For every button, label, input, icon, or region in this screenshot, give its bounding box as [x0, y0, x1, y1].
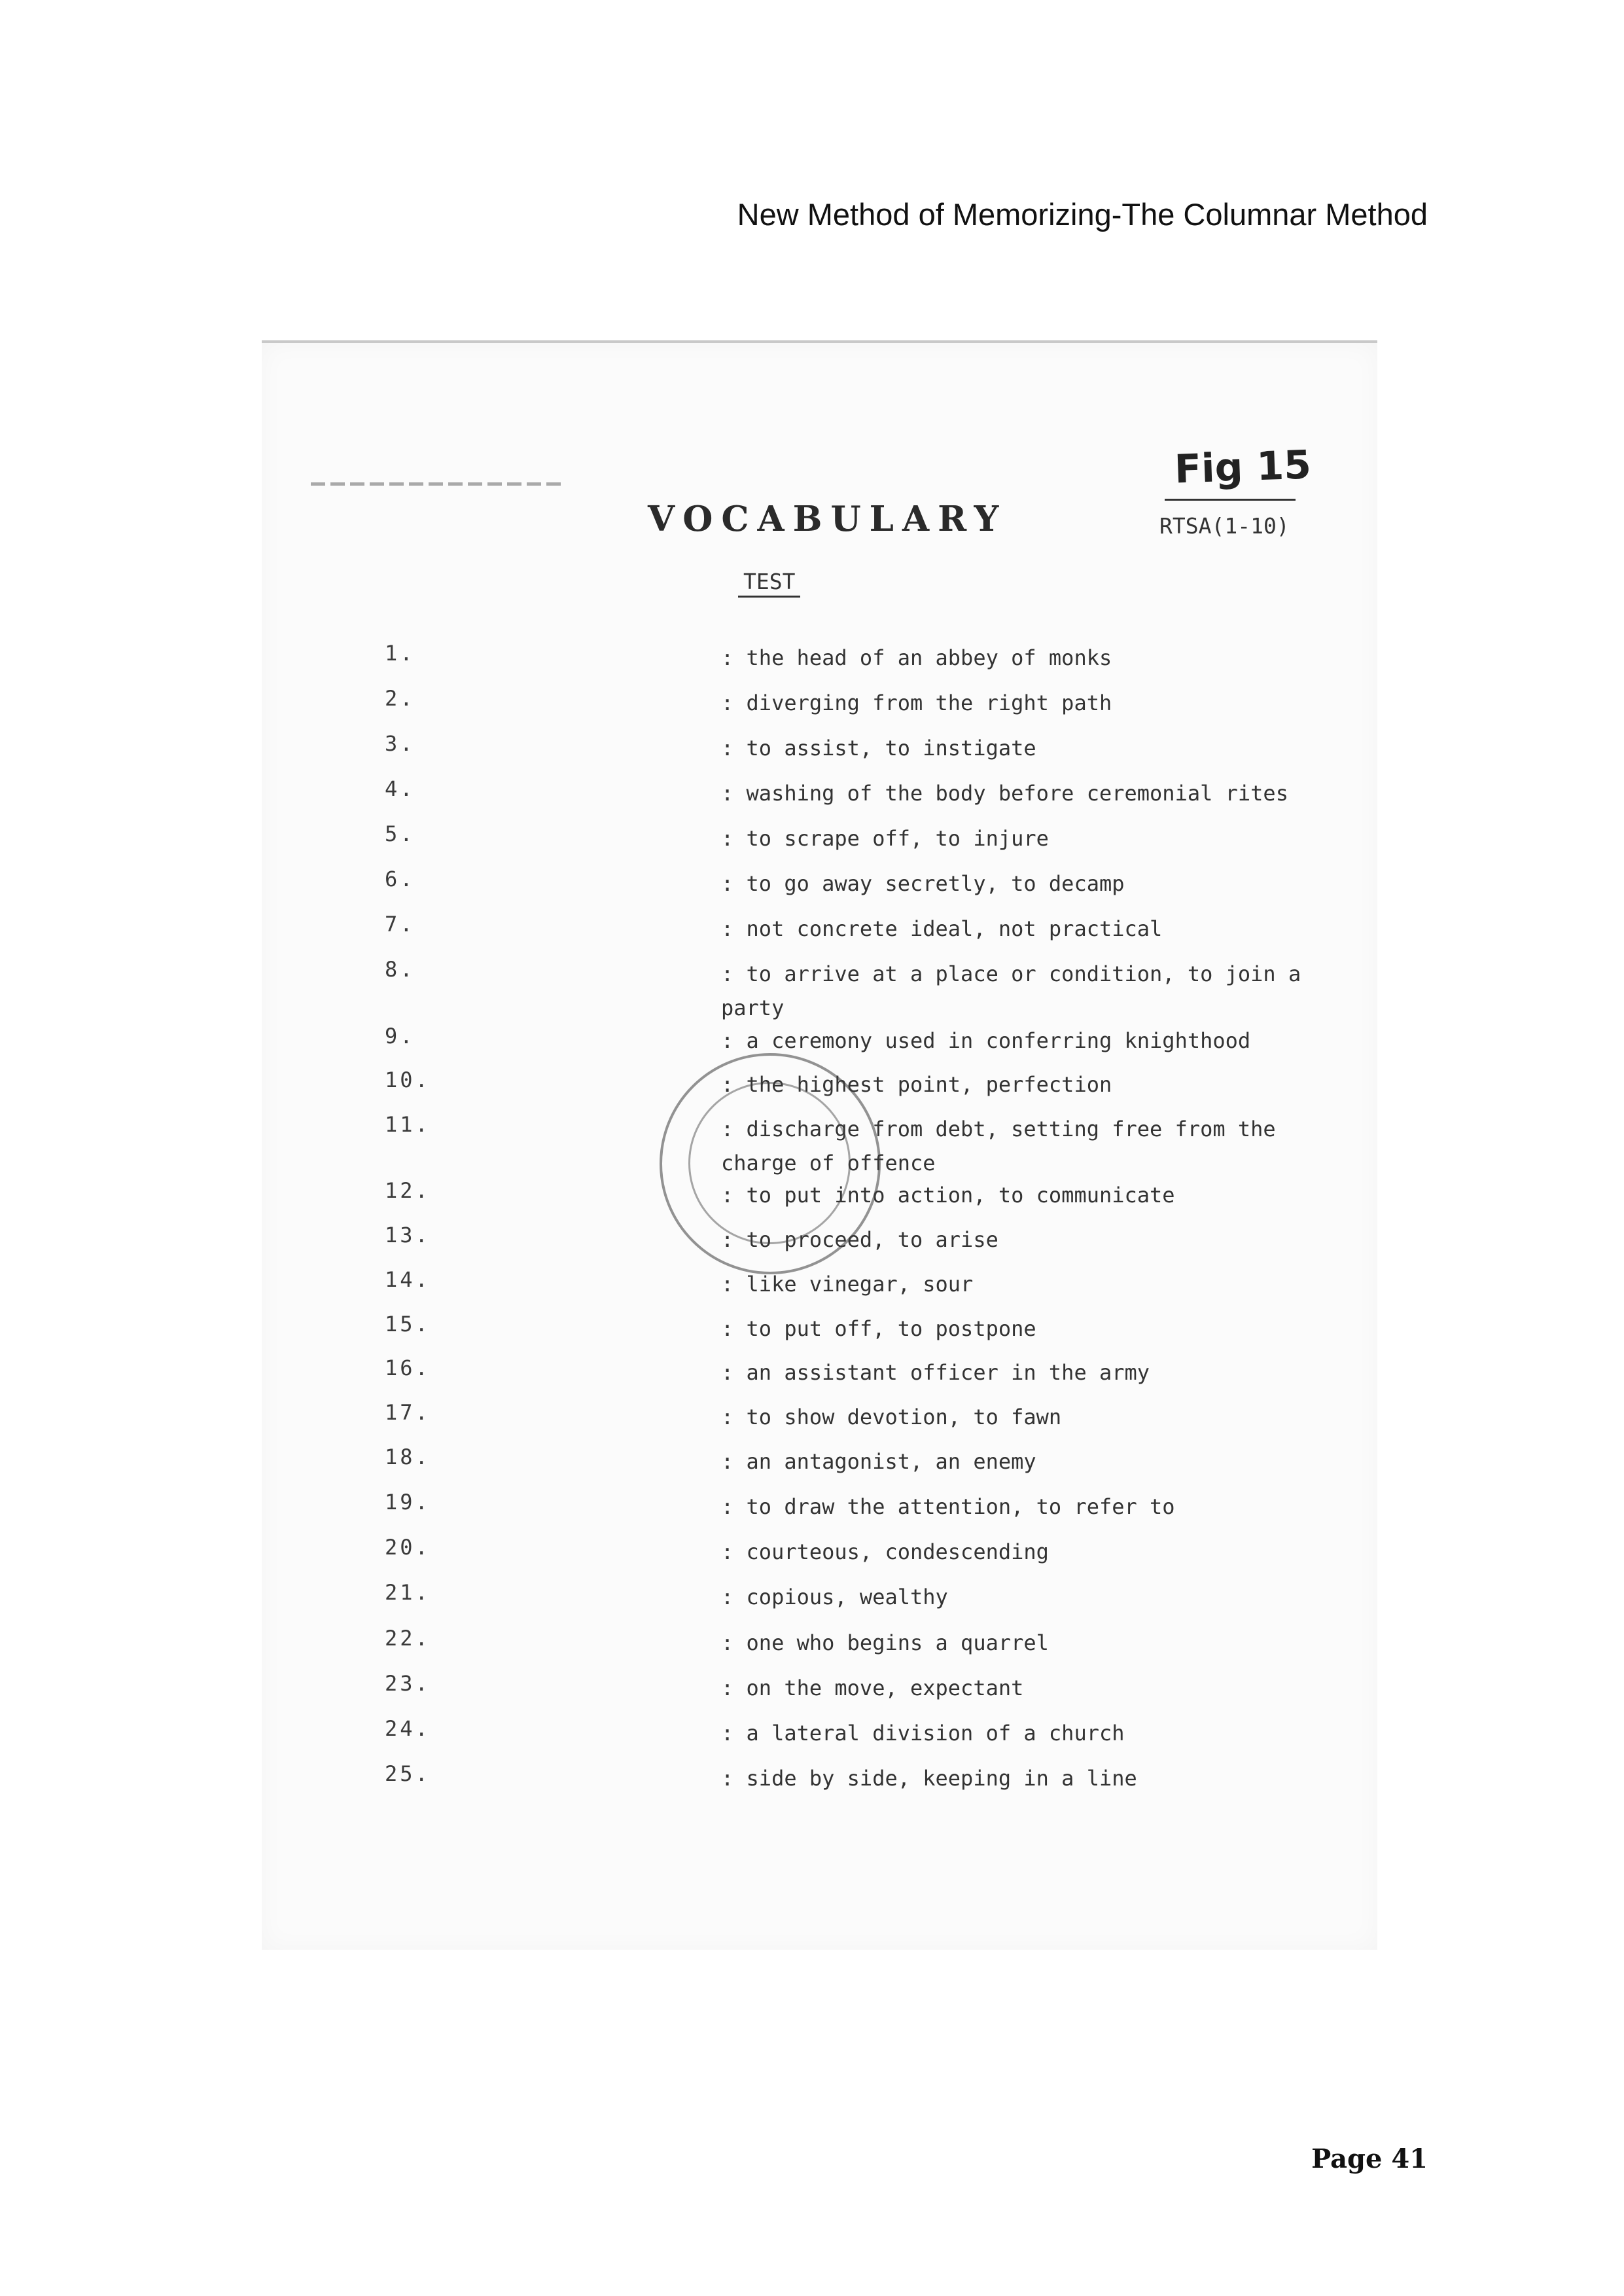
entry-number: 11.: [385, 1112, 431, 1137]
sheet-code: RTSA(1-10): [1159, 513, 1290, 539]
entry-definition: : courteous, condescending: [721, 1535, 1349, 1569]
entry-number: 22.: [385, 1626, 431, 1651]
entry-number: 24.: [385, 1716, 431, 1741]
sheet-heading: VOCABULARY: [648, 499, 1008, 539]
entry-definition: : the head of an abbey of monks: [721, 641, 1349, 675]
entry-number: 5.: [385, 821, 415, 846]
entry-definition: : one who begins a quarrel: [721, 1626, 1349, 1660]
entry-number: 9.: [385, 1024, 415, 1049]
page-header-title: New Method of Memorizing-The Columnar Method: [737, 197, 1428, 232]
entry-number: 3.: [385, 731, 415, 756]
entry-number: 23.: [385, 1671, 431, 1696]
figure-label-underline: [1165, 499, 1296, 501]
entry-number: 21.: [385, 1580, 431, 1605]
entry-definition: : to assist, to instigate: [721, 731, 1349, 765]
entry-number: 25.: [385, 1761, 431, 1786]
entry-definition: : on the move, expectant: [721, 1671, 1349, 1705]
entry-definition: : to put off, to postpone: [721, 1312, 1349, 1346]
entry-definition: : to go away secretly, to decamp: [721, 867, 1349, 901]
entry-number: 18.: [385, 1444, 431, 1469]
entry-number: 1.: [385, 641, 415, 666]
entry-definition: : diverging from the right path: [721, 686, 1349, 720]
entry-definition: : an antagonist, an enemy: [721, 1444, 1349, 1479]
entry-number: 14.: [385, 1267, 431, 1292]
entry-number: 7.: [385, 912, 415, 937]
sheet-subheading: TEST: [738, 569, 800, 598]
entry-number: 19.: [385, 1490, 431, 1515]
entry-number: 17.: [385, 1400, 431, 1425]
page-number: Page 41: [1311, 2144, 1428, 2174]
entry-number: 6.: [385, 867, 415, 891]
entry-definition: : an assistant officer in the army: [721, 1355, 1349, 1390]
entry-definition: : to arrive at a place or condition, to join a party: [721, 957, 1349, 1025]
entry-definition: : to scrape off, to injure: [721, 821, 1349, 855]
entry-number: 12.: [385, 1178, 431, 1203]
entry-number: 13.: [385, 1223, 431, 1247]
entry-definition: : side by side, keeping in a line: [721, 1761, 1349, 1795]
figure-label: Fig 15: [1173, 442, 1313, 493]
entry-number: 15.: [385, 1312, 431, 1336]
entry-number: 16.: [385, 1355, 431, 1380]
entry-definition: : to put into action, to communicate: [721, 1178, 1349, 1212]
entry-definition: : a lateral division of a church: [721, 1716, 1349, 1750]
entry-definition: : to draw the attention, to refer to: [721, 1490, 1349, 1524]
entry-number: 4.: [385, 776, 415, 801]
entry-definition: : not concrete ideal, not practical: [721, 912, 1349, 946]
entry-number: 2.: [385, 686, 415, 711]
scan-artifact-line: [311, 482, 566, 486]
entry-definition: : to show devotion, to fawn: [721, 1400, 1349, 1434]
entry-number: 8.: [385, 957, 415, 982]
entry-number: 20.: [385, 1535, 431, 1560]
scanned-vocabulary-sheet: [262, 340, 1377, 1950]
entry-definition: : copious, wealthy: [721, 1580, 1349, 1614]
entry-number: 10.: [385, 1067, 431, 1092]
entry-definition: : a ceremony used in conferring knighthood: [721, 1024, 1349, 1058]
entry-definition: : to proceed, to arise: [721, 1223, 1349, 1257]
entry-definition: : the highest point, perfection: [721, 1067, 1349, 1102]
entry-definition: : discharge from debt, setting free from the charge of offence: [721, 1112, 1349, 1180]
entry-definition: : like vinegar, sour: [721, 1267, 1349, 1301]
entry-definition: : washing of the body before ceremonial rites: [721, 776, 1349, 810]
